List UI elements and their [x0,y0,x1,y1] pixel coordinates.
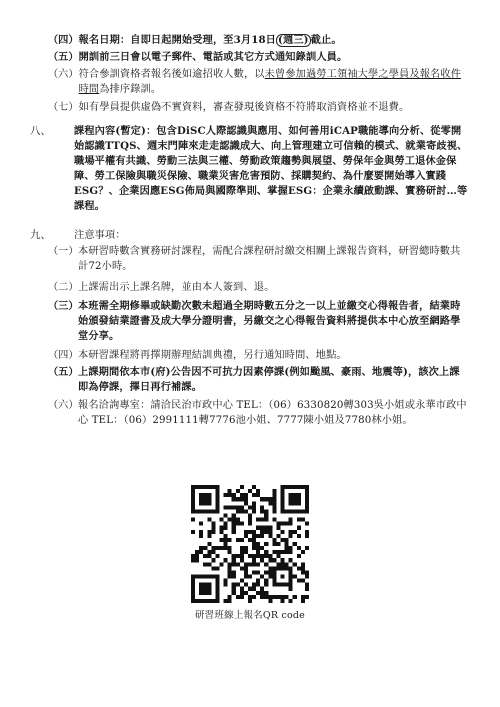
section-number: 九、 [30,229,51,241]
note-item-1 [48,244,470,274]
item-7 [48,100,468,115]
priority-criteria: 未曾參加過勞工領袖大學之學員及報名收件時間 [78,69,462,95]
item-number: （六） [48,400,79,411]
section-notes-heading [30,228,470,243]
item-text: 符合參訓資格者報名後如逾招收人數，以未曾參加過勞工領袖大學之學員及報名收件時間為排序錄訓。 [78,69,462,95]
note-item-6 [48,398,470,428]
section-title: 注意事項： [74,230,126,241]
qr-code-image [191,485,309,603]
item-5 [48,50,468,65]
item-number: （二） [48,282,79,293]
item-text: 本班需全期修畢或缺勤次數未超過全期時數五分之一以上並繳交心得報告者，結業時始頒發結業證書及成大學分證明書，另繳交之心得報告資料將提供本中心放至網路學堂分享。 [78,300,461,342]
item-number: （五） [48,366,79,378]
section-course-content [30,124,470,214]
note-item-4 [48,348,470,363]
item-text: 報名日期：自即日起開始受理，至3月18日 (週三) 截止。 [78,34,342,46]
note-item-3 [48,299,470,344]
item-number: （三） [48,300,79,312]
item-text: 如有學員提供虛偽不實資料，審查發現後資格不符將取消資格並不退費。 [78,102,410,113]
registration-qr-code[interactable] [191,485,309,603]
item-number: （一） [48,246,79,257]
item-number: （五） [48,51,79,63]
course-content-text: 課程內容(暫定)：包含DiSC人際認識與應用、如何善用iCAP職能導向分析、從零開始認識TTQS、週末門陣來走走認識成大、向上管理建立可信賴的模式、就業寄歧視、職場平權有共識、勞動三法與三權、勞動政策趨勢與展望、勞保年金與勞工退休金保障、勞工保險與職災保險、職業災害危害預防、採購契約、為什麼要開始導入實踐ESG？、企業因應ESG佈局與國際準則、掌握ESG：企業永續啟動課、實務研討…等課程。 [74,125,468,212]
section-number: 八、 [30,125,51,137]
item-4 [48,33,468,48]
item-6 [48,67,468,97]
item-text: 開訓前三日會以電子郵件、電話或其它方式通知錄訓人員。 [78,51,348,63]
item-number: （四） [48,34,79,46]
item-text: 本研習課程將再擇期辦理結訓典禮，另行通知時間、地點。 [78,350,347,361]
weekday-badge: (週三) [278,34,309,46]
item-number: （七） [48,102,79,113]
item-text: 上課需出示上課名牌，並由本人簽到、退。 [78,282,275,293]
note-item-5 [48,365,470,395]
qr-caption: 研習班線上報名QR code [194,610,305,621]
item-text: 上課期間依本市(府)公告因不可抗力因素停課(例如颱風、豪雨、地震等)，該次上課即為停課，擇日再行補課。 [78,366,460,393]
item-text: 報名洽詢專室：請洽民治市政中心 TEL：（06）6330820轉303吳小姐或永華市政中心 TEL：（06）2991111轉7776池小姐、7777陳小姐及7780林小姐。 [78,400,467,426]
note-item-2 [48,280,470,295]
item-number: （四） [48,350,79,361]
item-number: （六） [48,69,79,80]
item-text: 本研習時數含實務研討課程，需配合課程研討繳交相關上課報告資料，研習總時數共計72小時。 [78,246,461,272]
